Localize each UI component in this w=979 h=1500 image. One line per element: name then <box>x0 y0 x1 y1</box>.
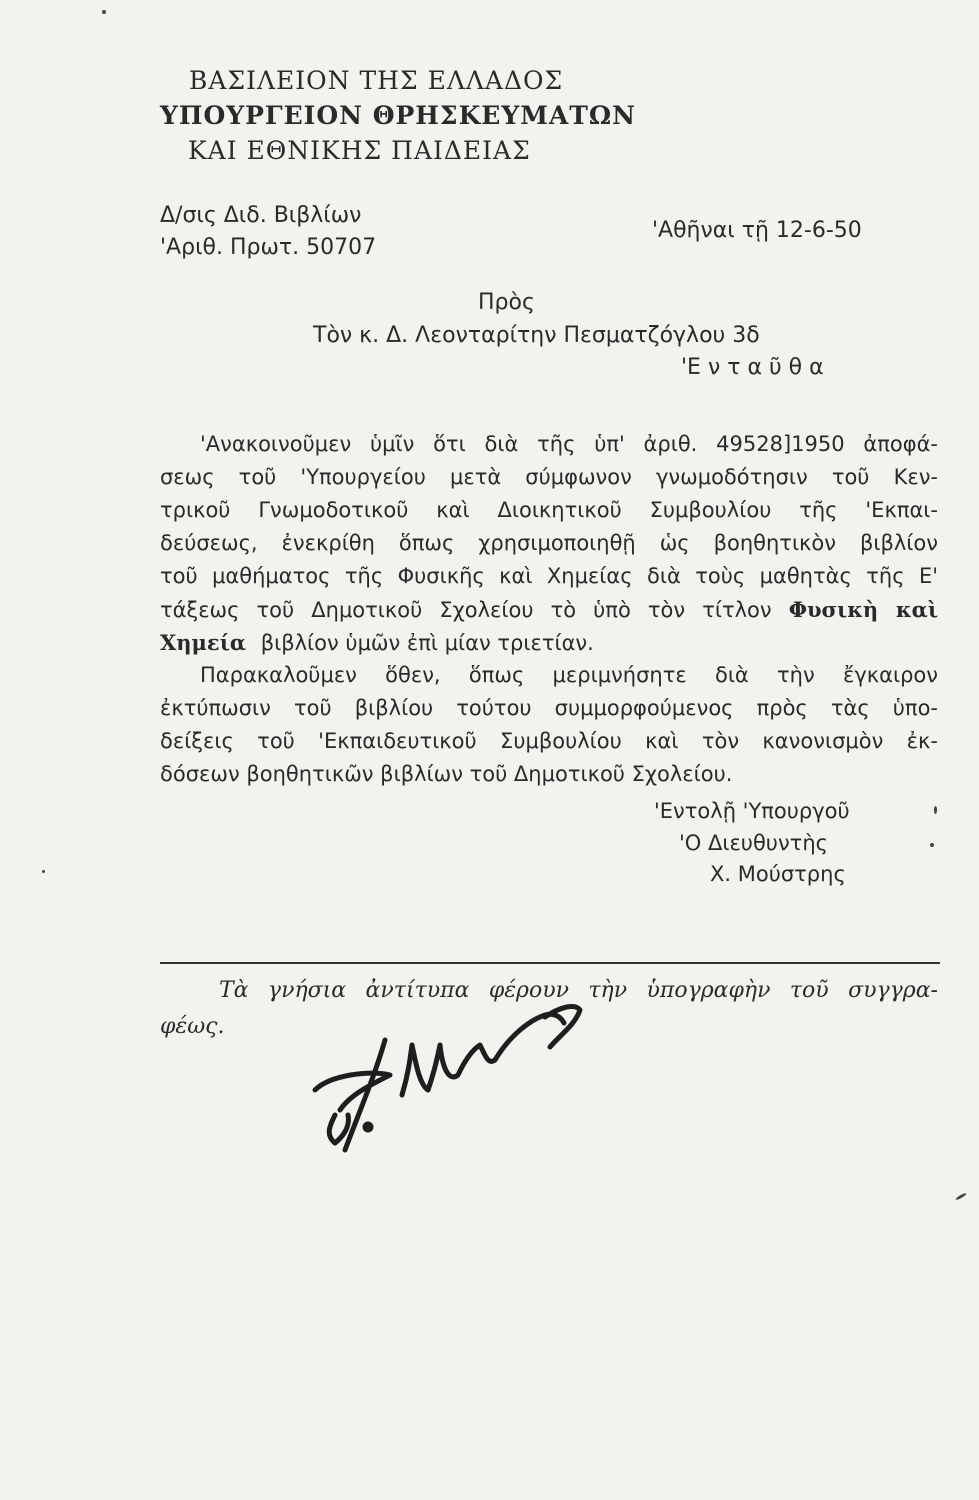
print-speck <box>42 870 45 873</box>
print-speck <box>955 1192 967 1201</box>
body-line: δείξεις τοῦ 'Εκπαιδευτικοῦ Συμβουλίου καὶ τὸν κανονισμὸν ἐκ- <box>160 729 938 753</box>
body-text: τάξεως τοῦ Δημοτικοῦ Σχολείου τὸ ὑπὸ τὸν τίτλον <box>160 598 772 622</box>
protocol-number: 'Αριθ. Πρωτ. 50707 <box>160 235 377 260</box>
place-date: 'Αθῆναι τῇ 12-6-50 <box>652 218 862 243</box>
recipient-location: 'Ε ν τ α ῦ θ α <box>681 355 824 380</box>
print-speck <box>934 806 937 814</box>
print-speck <box>930 843 934 847</box>
divider <box>160 962 940 964</box>
book-title-part-2: Χημεία <box>160 630 247 655</box>
signature-line-3: Χ. Μούστρης <box>710 862 846 886</box>
book-title-part-1: Φυσικὴ καὶ <box>788 597 938 622</box>
footer-note-line-2: φέως. <box>160 1014 225 1039</box>
body-line: ἐκτύπωσιν τοῦ βιβλίου τούτου συμμορφούμενος πρὸς τὰς ὑπο- <box>160 696 938 720</box>
body-line-with-title <box>160 626 938 660</box>
signature-line-1: 'Εντολῇ 'Υπουργοῦ <box>654 799 850 823</box>
body-line: τοῦ μαθήματος τῆς Φυσικῆς καὶ Χημείας διὰ τοὺς μαθητὰς τῆς Ε' <box>160 564 938 588</box>
signature-line-2: 'Ο Διευθυντὴς <box>679 831 828 855</box>
letterhead-line-1: ΒΑΣΙΛΕΙΟΝ ΤΗΣ ΕΛΛΑΔΟΣ <box>189 66 564 95</box>
department-label: Δ/σις Διδ. Βιβλίων <box>160 203 362 228</box>
body-text: βιβλίον ὑμῶν ἐπὶ μίαν τριετίαν. <box>260 631 594 655</box>
recipient-name: Τὸν κ. Δ. Λεονταρίτην Πεσματζόγλου 3δ <box>313 323 760 348</box>
body-line-with-title <box>160 593 938 627</box>
body-line: Παρακαλοῦμεν ὅθεν, ὅπως μεριμνήσητε διὰ τὴν ἔγκαιρον <box>200 663 938 687</box>
print-speck <box>102 10 106 14</box>
body-line: δόσεων βοηθητικῶν βιβλίων τοῦ Δημοτικοῦ Σχολείου. <box>160 762 733 786</box>
footer-note-line-1: Τὰ γνήσια ἀντίτυπα φέρουν τὴν ὑπογραφὴν τοῦ συγγρα- <box>219 978 938 1003</box>
body-line: σεως τοῦ 'Υπουργείου μετὰ σύμφωνον γνωμοδότησιν τοῦ Κεν- <box>160 465 938 489</box>
body-line: δεύσεως, ἐνεκρίθη ὅπως χρησιμοποιηθῇ ὡς βοηθητικὸν βιβλίον <box>160 531 938 555</box>
recipient-to: Πρὸς <box>478 290 535 315</box>
letterhead-line-3: ΚΑΙ ΕΘΝΙΚΗΣ ΠΑΙΔΕΙΑΣ <box>188 136 531 165</box>
letterhead-line-2: ΥΠΟΥΡΓΕΙΟΝ ΘΡΗΣΚΕΥΜΑΤΩΝ <box>160 101 636 130</box>
body-line: τρικοῦ Γνωμοδοτικοῦ καὶ Διοικητικοῦ Συμβουλίου τῆς 'Εκπαι- <box>160 498 938 522</box>
body-line: 'Ανακοινοῦμεν ὑμῖν ὅτι διὰ τῆς ὑπ' ἀριθ. 49528]1950 ἀποφά- <box>200 432 938 456</box>
handwritten-signature <box>290 975 620 1165</box>
